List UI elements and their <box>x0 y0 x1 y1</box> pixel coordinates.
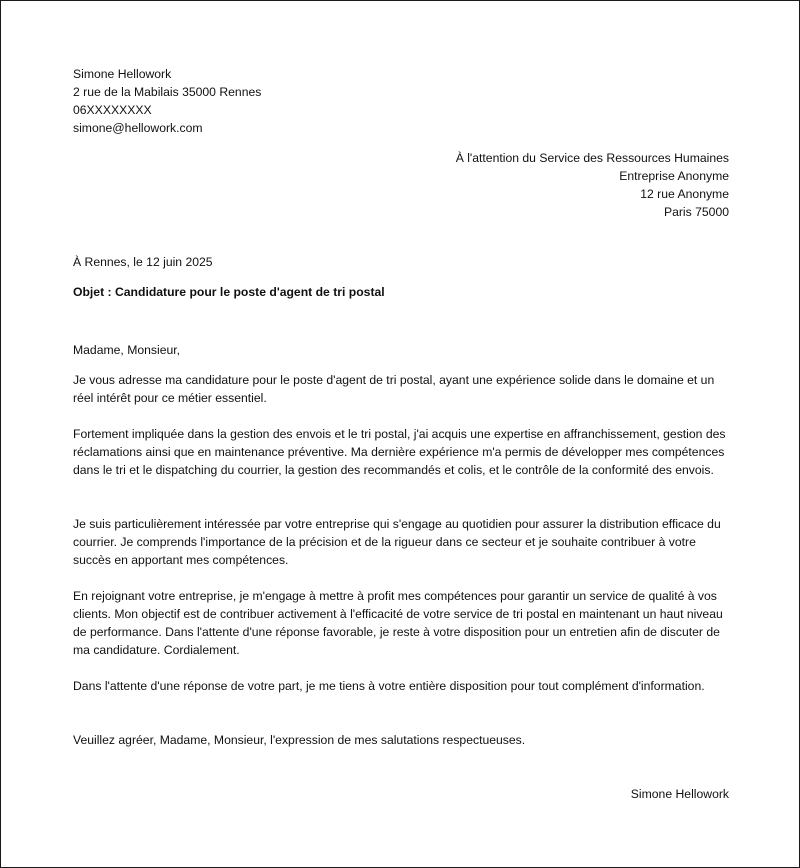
signature-name: Simone Hellowork <box>630 787 729 801</box>
recipient-company: Entreprise Anonyme <box>619 169 729 183</box>
body-paragraph-2: Fortement impliquée dans la gestion des envois et le tri postal, j'ai acquis une expertise en affranchissement, gestion des réclamations ainsi que en maintenance préventive. Ma dernière expérience m'a permis de développer mes compétences dans le tri et le dispatching du courrier, la gestion des recommandés et colis, et le contrôle de la conformité des envois. <box>73 427 726 477</box>
sender-phone: 06XXXXXXXX <box>73 103 152 117</box>
recipient-attention: À l'attention du Service des Ressources Humaines <box>455 151 729 165</box>
sender-name: Simone Hellowork <box>73 67 172 81</box>
body-paragraph-1: Je vous adresse ma candidature pour le poste d'agent de tri postal, ayant une expérience solide dans le domaine et un réel intérêt pour ce métier essentiel. <box>73 373 715 405</box>
body-paragraph-4: En rejoignant votre entreprise, je m'engage à mettre à profit mes compétences pour garantir un service de qualité à vos clients. Mon objectif est de contribuer activement à l'efficacité de votre service de tri postal en maintenant un haut niveau de performance. Dans l'attente d'une réponse favorable, je reste à votre disposition pour un entretien afin de discuter de ma candidature. Cordialement. <box>73 589 723 657</box>
sender-address: 2 rue de la Mabilais 35000 Rennes <box>73 85 262 99</box>
recipient-block <box>73 149 729 221</box>
subject-text: Objet : Candidature pour le poste d'agent de tri postal <box>73 285 385 299</box>
subject-line <box>73 283 729 301</box>
recipient-city: Paris 75000 <box>663 205 729 219</box>
recipient-street: 12 rue Anonyme <box>640 187 729 201</box>
body-paragraph-3: Je suis particulièrement intéressée par votre entreprise qui s'engage au quotidien pour assurer la distribution efficace du courrier. Je comprends l'importance de la précision et de la rigueur dans ce secteur et je souhaite contribuer à votre succès en apportant mes compétences. <box>73 517 721 567</box>
date-text: À Rennes, le 12 juin 2025 <box>73 255 213 269</box>
sender-email: simone@hellowork.com <box>73 121 203 135</box>
date-line <box>73 253 729 271</box>
salutation-text: Madame, Monsieur, <box>73 343 181 357</box>
closing-formula: Veuillez agréer, Madame, Monsieur, l'expression de mes salutations respectueuses. <box>73 733 526 747</box>
salutation <box>73 341 729 359</box>
sender-block <box>73 65 729 137</box>
signature-block <box>73 785 729 803</box>
body-paragraph-5: Dans l'attente d'une réponse de votre part, je me tiens à votre entière disposition pour tout complément d'information. <box>73 679 705 693</box>
